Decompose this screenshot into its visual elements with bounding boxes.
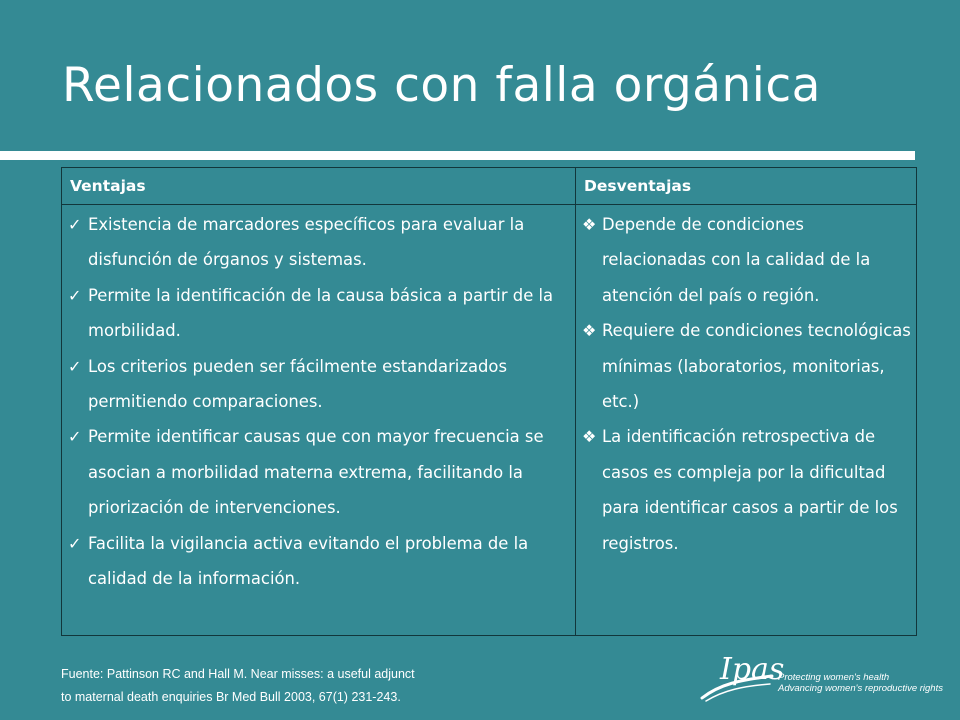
- list-item-text: Existencia de marcadores específicos para evaluar la disfunción de órganos y sistemas.: [88, 215, 525, 270]
- list-item-text: Depende de condiciones relacionadas con la calidad de la atención del país o región.: [602, 215, 871, 305]
- list-item-text: Permite la identificación de la causa básica a partir de la morbilidad.: [88, 285, 554, 341]
- logo-tagline-1: Protecting women's health: [778, 672, 890, 683]
- header-ventajas: Ventajas: [62, 168, 576, 205]
- list-item: [68, 419, 571, 525]
- diamond-icon: ❖: [582, 321, 597, 341]
- list-item: [68, 207, 571, 278]
- logo-tagline: [778, 672, 943, 694]
- title-divider: [0, 151, 915, 160]
- list-item-text: Requiere de condiciones tecnológicas mínimas (laboratorios, monitorias, etc.): [602, 321, 911, 412]
- comparison-table: [61, 167, 917, 636]
- list-item-text: Permite identificar causas que con mayor frecuencia se asocian a morbilidad materna extrema, facilitando la priorización de intervenciones.: [88, 427, 544, 518]
- logo-wordmark: Ipas: [720, 652, 785, 687]
- ipas-logo: [700, 652, 943, 708]
- ventajas-list: [68, 207, 571, 596]
- list-item: [582, 419, 912, 561]
- ventajas-cell: [62, 205, 576, 636]
- source-citation: [61, 663, 415, 709]
- source-line-2: to maternal death enquiries Br Med Bull 2003, 67(1) 231-243.: [61, 690, 401, 704]
- logo-tagline-2: Advancing women's reproductive rights: [778, 683, 943, 694]
- list-item: [582, 207, 912, 313]
- list-item: [582, 313, 912, 419]
- check-icon: ✓: [68, 427, 82, 447]
- check-icon: ✓: [68, 356, 82, 376]
- list-item-text: La identificación retrospectiva de casos es compleja por la dificultad para identificar casos a partir de los registros.: [602, 427, 898, 553]
- header-desventajas: Desventajas: [576, 168, 917, 205]
- list-item: [68, 526, 571, 597]
- source-line-1: Fuente: Pattinson RC and Hall M. Near misses: a useful adjunct: [61, 667, 415, 681]
- check-icon: ✓: [68, 285, 82, 305]
- list-item-text: Facilita la vigilancia activa evitando el problema de la calidad de la información.: [88, 533, 529, 589]
- table-row: [62, 205, 917, 636]
- page-title: Relacionados con falla orgánica: [62, 58, 821, 113]
- list-item: [68, 278, 571, 349]
- diamond-icon: ❖: [582, 215, 597, 234]
- table-header-row: [62, 168, 917, 205]
- desventajas-cell: [576, 205, 917, 636]
- list-item: [68, 349, 571, 420]
- desventajas-list: [582, 207, 912, 561]
- diamond-icon: ❖: [582, 427, 597, 447]
- check-icon: ✓: [68, 215, 82, 234]
- list-item-text: Los criterios pueden ser fácilmente estandarizados permitiendo comparaciones.: [88, 356, 507, 412]
- check-icon: ✓: [68, 533, 82, 553]
